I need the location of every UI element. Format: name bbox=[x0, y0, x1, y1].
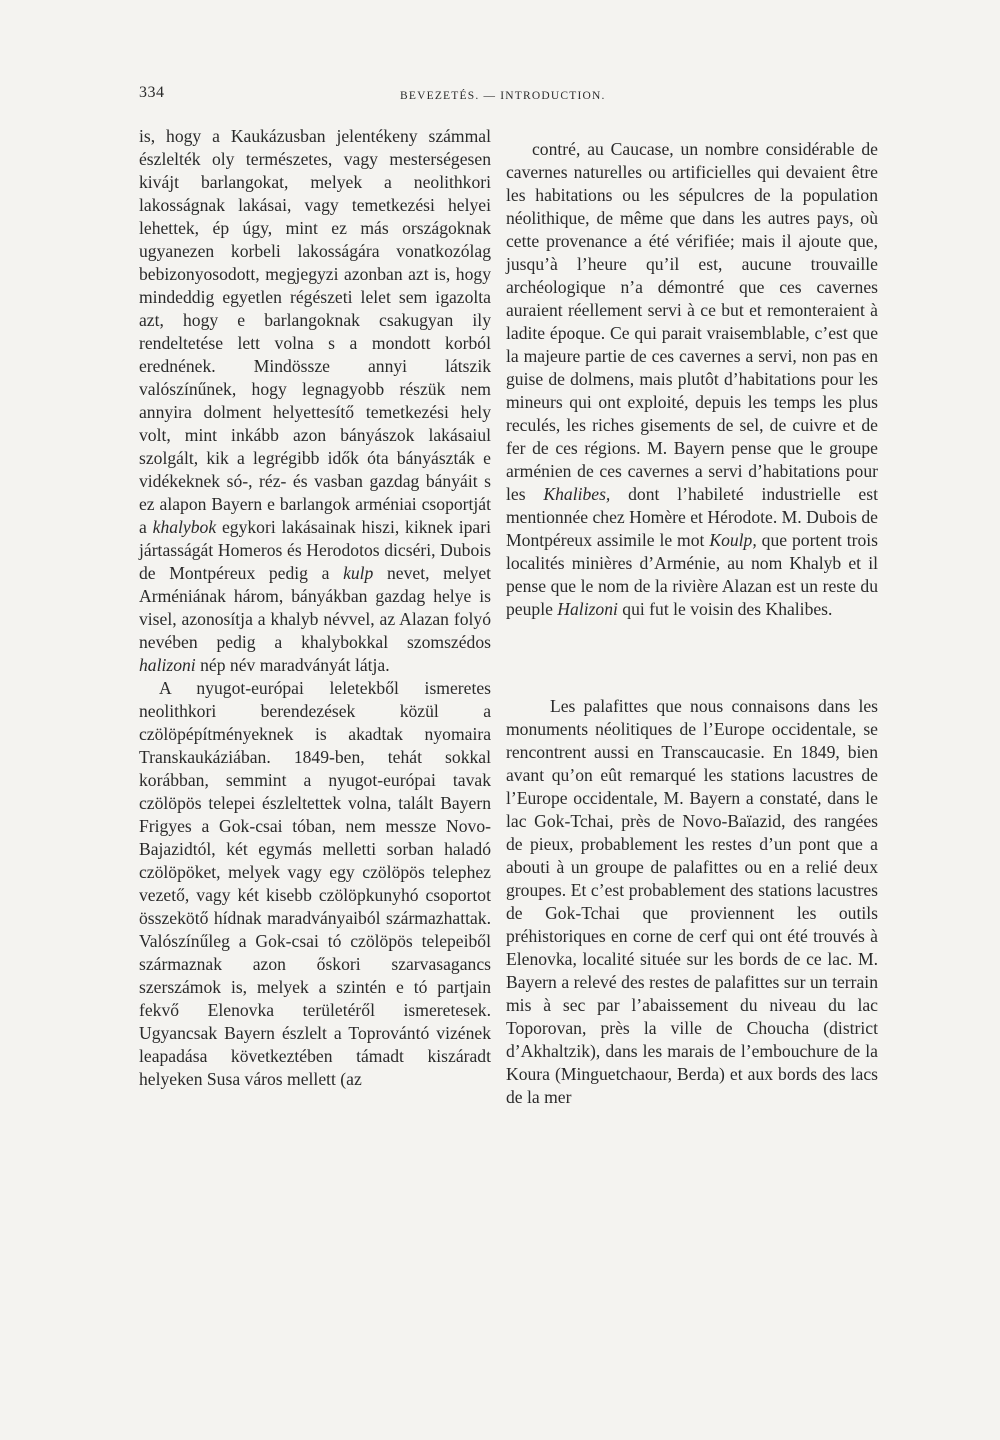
italic-term: khalybok bbox=[152, 517, 217, 537]
italic-term: kulp bbox=[343, 563, 374, 583]
text-run: que portent trois localités minières d’Arménie, au nom Khalyb et il pense que le nom de la rivière Alazan est un reste du peuple bbox=[506, 530, 878, 619]
italic-term: halizoni bbox=[139, 655, 196, 675]
text-run: contré, au Caucase, un nombre considérable de cavernes naturelles ou artificielles qui devaient être les habitations ou les sépulcres de la population néolithique, de même que dans les autres pays, où cette provenance a été vérifiée; mais il ajoute que, jusqu’à l’heure qu’il est, aucune trouvaille archéologique n’a démontré que ces cavernes auraient réellement servi à ce but et remonteraient à ladite époque. Ce qui parait vraisemblable, c’est que la majeure partie de ces cavernes a servi, non pas en guise de dolmens, mais plutôt d’habitations pour les mineurs qui ont exploité, depuis les temps les plus reculés, les riches gisements de sel, de cuivre et de fer de ces régions. M. Bayern pense que le groupe arménien de ces cavernes a servi d’habitations pour les bbox=[506, 139, 878, 504]
hungarian-paragraph-1 bbox=[139, 125, 491, 677]
running-head: BEVEZETÉS. — INTRODUCTION. bbox=[400, 90, 606, 102]
text-run: is, hogy a Kaukázusban jelentékeny számmal észlelték oly természetes, vagy mesterségesen kivájt barlangokat, melyek a neolithkori lakosságnak lakásai, vagy temetkezési helyei lehettek, ép úgy, mint ez más országoknak ugyanezen korbeli lakosságára vonatkozólag bebizonyosodott, megjegyzi azonban azt is, hogy mindeddig egyetlen régészeti lelet sem igazolta azt, hogy e barlangoknak csakugyan ily rendeltetése lett volna s a mondott korból erednének. Mindössze annyi látszik valószínűnek, hogy legnagyobb részük nem annyira dolment helyettesítő temetkezési hely volt, mint inkább azon bányászok lakásaiul szolgált, kik a legrégibb idők óta bányászták e vidékeknek só-, réz- és vasban gazdag bányáit s ez alapon Bayern e barlangok arméniai csoportját a bbox=[139, 126, 491, 537]
french-paragraph-1 bbox=[506, 138, 878, 621]
text-run: dont l’habileté industrielle est mentionnée chez Homère et Hérodote. M. Dubois de Montpéreux assimile le mot bbox=[506, 484, 878, 550]
hungarian-column bbox=[139, 125, 491, 1091]
hungarian-paragraph-2: A nyugot-európai leletekből ismeretes neolithkori berendezések közül a czölöpépítményeknek is akadtak nyomaira Transkaukáziában. 1849-ben, tehát sokkal korábban, semmint a nyugot-európai tavak czölöpös telepei észleltettek volna, talált Bayern Frigyes a Gok-csai tóban, nem messze Novo-Bajazidtól, két egymás melletti sorban haladó czölöpöket, melyek vagy egy czölöpös telephez vezető, vagy két kisebb czölöpkunyhó csoportot összekötő hídnak maradványaiból származhattak. Valószínűleg a Gok-csai tó czölöpös telepeiből származnak azon őskori szarvasagancs szerszámok is, melyek a szintén e tó partjain fekvő Elenovka területéről ismeretesek. Ugyancsak Bayern észlelt a Toprovántó vizének leapadása következtében támadt kiszáradt helyeken Susa város mellett (az bbox=[139, 678, 491, 1089]
text-run: qui fut le voisin des Khalibes. bbox=[617, 599, 833, 619]
french-column bbox=[506, 138, 878, 1109]
italic-term: Koulp, bbox=[709, 530, 757, 550]
italic-term: Khalibes, bbox=[543, 484, 611, 504]
french-paragraph-2: Les palafittes que nous connaisons dans les monuments néolitiques de l’Europe occidentale, se rencontrent aussi en Transcaucasie. En 1849, bien avant qu’on eût remarqué les stations lacustres de l’Europe occidentale, M. Bayern a constaté, dans le lac Gok-Tchai, près de Novo-Baïazid, des rangées de pieux, probablement les restes d’un pont que a abouti à un groupe de palafittes ou en a relié deux groupes. Et c’est probablement des stations lacustres de Gok-Tchai que proviennent les outils préhistoriques en corne de cerf qui ont été trouvés à Elenovka, localité située sur les bords de ce lac. M. Bayern a relevé des restes de palafittes sur un terrain mis à sec par l’abaissement du niveau du lac Toporovan, près la ville de Choucha (district d’Akhaltzik), dans les marais de l’embouchure de la Koura (Minguetchaour, Berda) et aux bords des lacs de la mer bbox=[506, 696, 878, 1107]
text-run: egykori lakásainak hiszi, kiknek ipari jártasságát Homeros és Herodotos dicséri, Dubois de Montpéreux pedig a bbox=[139, 517, 491, 583]
text-run: nevet, melyet Arméniának három, bányákban gazdag helye is visel, azonosítja a khalyb névvel, az Alazan folyó nevében pedig a khalybokkal szomszédos bbox=[139, 563, 492, 652]
italic-term: Halizoni bbox=[557, 599, 618, 619]
text-run: nép név maradványát látja. bbox=[195, 655, 390, 675]
page-number: 334 bbox=[139, 84, 165, 101]
